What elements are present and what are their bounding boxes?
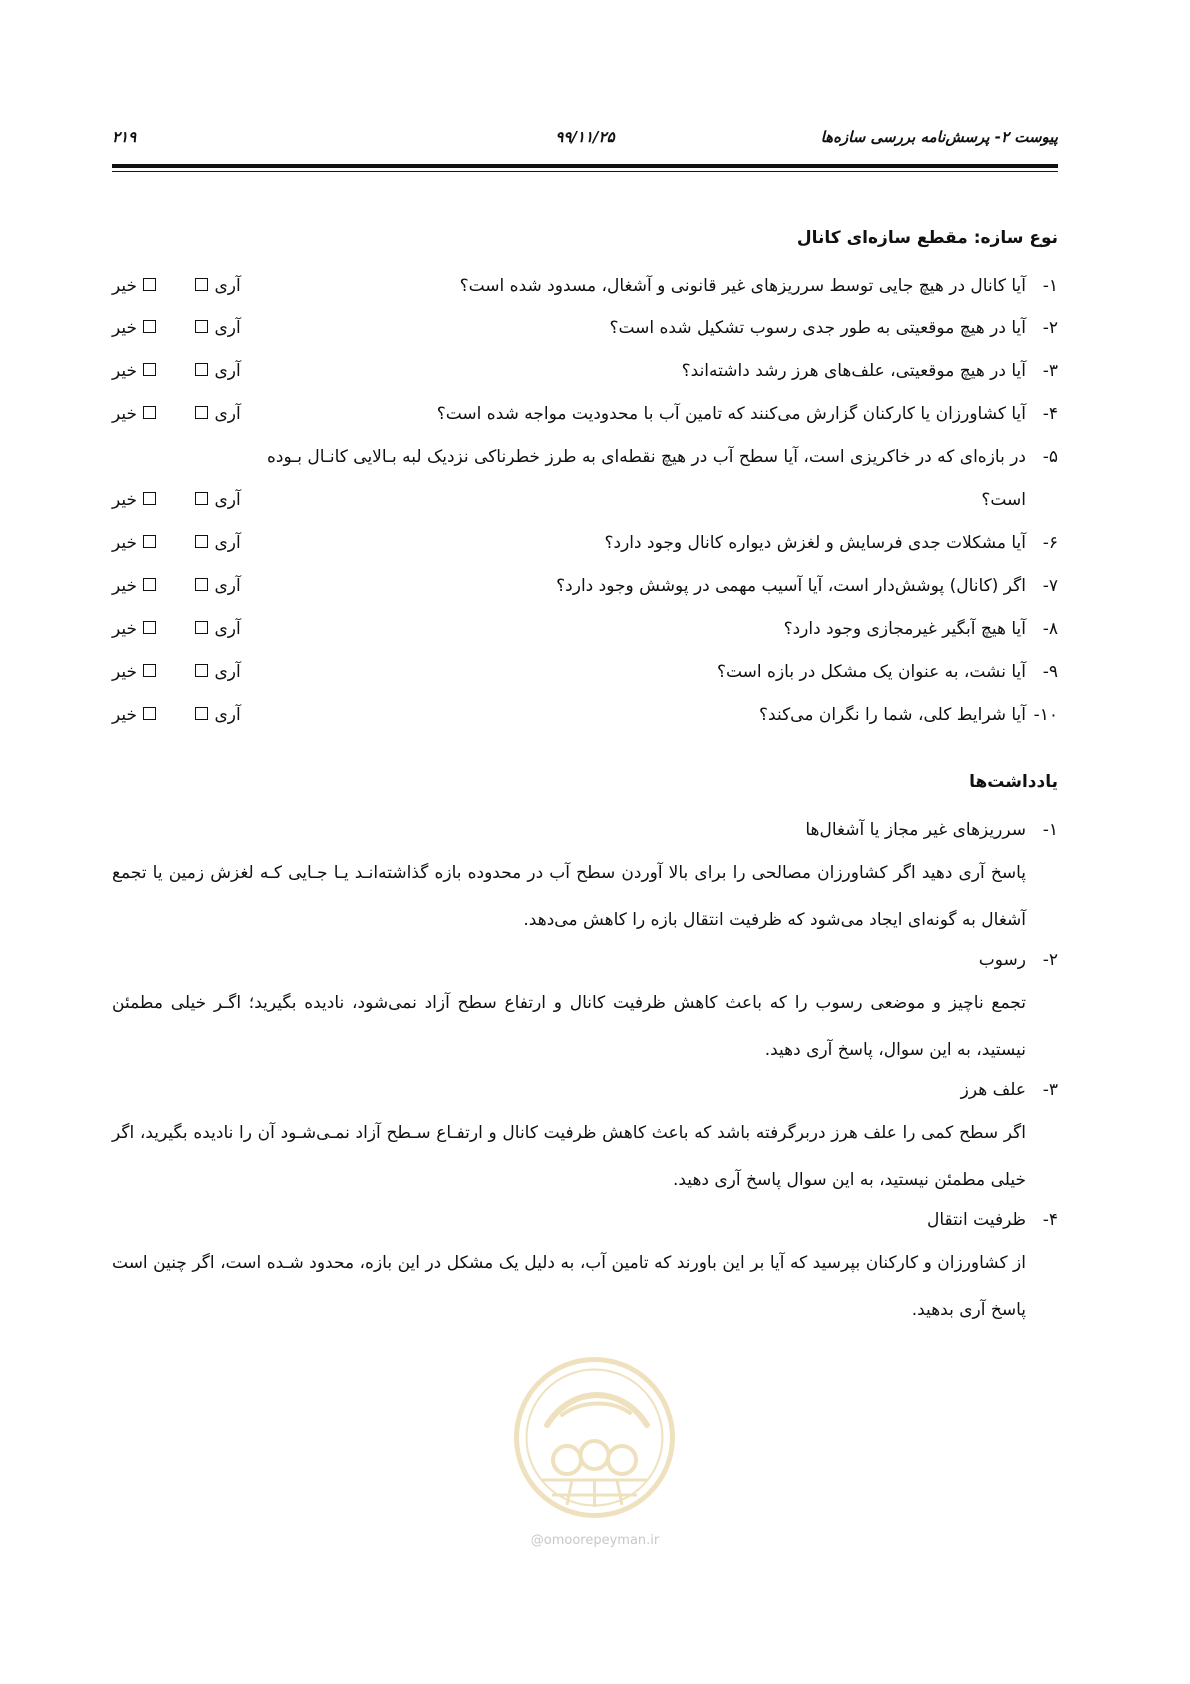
question-number: ۴-: [1042, 404, 1058, 424]
no-checkbox[interactable]: [143, 707, 156, 720]
yes-label: آری: [214, 705, 241, 725]
no-label: خیر: [112, 404, 138, 424]
no-checkbox[interactable]: [143, 363, 156, 376]
question-text: آیا در هیچ موقعیتی، علف‌های هرز رشد داشته‌اند؟: [681, 361, 1026, 381]
question-text: آیا نشت، به عنوان یک مشکل در بازه است؟: [716, 662, 1026, 682]
no-checkbox[interactable]: [143, 492, 156, 505]
answer-options: [112, 485, 241, 515]
note-3-body: اگر سطح کمی را علف هرز دربرگرفته باشد که باعث کاهش ظرفیت کانال و ارتفـاع سـطح آزاد نمـی‌شـود آن را نادیده بگیرید، اگر خیلی مطمئن نیستید، به این سوال پاسخ آری دهید.: [112, 1123, 1026, 1190]
no-label: خیر: [112, 276, 138, 296]
question-5: [112, 442, 1058, 472]
question-8: [112, 614, 1058, 644]
no-label: خیر: [112, 662, 138, 682]
note-label: رسوب: [978, 950, 1026, 970]
yes-checkbox[interactable]: [195, 535, 208, 548]
question-3: [112, 356, 1058, 386]
note-number: ۱-: [1042, 820, 1058, 840]
no-checkbox[interactable]: [143, 320, 156, 333]
yes-checkbox[interactable]: [195, 363, 208, 376]
no-label: خیر: [112, 318, 138, 338]
question-number: ۷-: [1042, 576, 1058, 596]
question-number: ۲-: [1042, 318, 1058, 338]
no-label: خیر: [112, 361, 138, 381]
no-checkbox[interactable]: [143, 535, 156, 548]
question-number: ۳-: [1042, 361, 1058, 381]
question-text: اگر (کانال) پوشش‌دار است، آیا آسیب مهمی در پوشش وجود دارد؟: [556, 576, 1026, 596]
no-checkbox[interactable]: [143, 406, 156, 419]
question-text: آیا شرایط کلی، شما را نگران می‌کند؟: [759, 705, 1026, 725]
question-7: [112, 571, 1058, 601]
answer-options: [112, 356, 241, 386]
yes-label: آری: [214, 533, 241, 553]
question-text: آیا هیچ آبگیر غیرمجازی وجود دارد؟: [783, 619, 1026, 639]
yes-label: آری: [214, 404, 241, 424]
note-label: ظرفیت انتقال: [927, 1210, 1026, 1230]
question-10: [112, 700, 1058, 730]
question-number: ۱-: [1042, 276, 1058, 296]
no-label: خیر: [112, 619, 138, 639]
question-9: [112, 657, 1058, 687]
note-label: سرریزهای غیر مجاز یا آشغال‌ها: [805, 820, 1026, 840]
question-number: ۶-: [1042, 533, 1058, 553]
no-checkbox[interactable]: [143, 621, 156, 634]
no-label: خیر: [112, 490, 138, 510]
no-checkbox[interactable]: [143, 278, 156, 291]
question-text: آیا کشاورزان یا کارکنان گزارش می‌کنند که تامین آب با محدودیت مواجه شده است؟: [436, 404, 1026, 424]
no-label: خیر: [112, 576, 138, 596]
note-number: ۴-: [1042, 1210, 1058, 1230]
answer-options: [112, 528, 241, 558]
yes-label: آری: [214, 276, 241, 296]
header-rule-thin: [112, 171, 1058, 172]
yes-label: آری: [214, 361, 241, 381]
answer-options: [112, 313, 241, 343]
header-rule-thick: [112, 164, 1058, 168]
yes-label: آری: [214, 318, 241, 338]
question-5-continued: [112, 485, 1058, 515]
header-title: پیوست ۲- پرسش‌نامه بررسی سازه‌ها: [820, 128, 1058, 146]
question-text: آیا مشکلات جدی فرسایش و لغزش دیواره کانال وجود دارد؟: [604, 533, 1026, 553]
answer-options: [112, 614, 241, 644]
question-number: ۸-: [1042, 619, 1058, 639]
yes-checkbox[interactable]: [195, 707, 208, 720]
question-text: آیا کانال در هیچ جایی توسط سرریزهای غیر قانونی و آشغال، مسدود شده است؟: [459, 276, 1026, 296]
note-2-body: تجمع ناچیز و موضعی رسوب را که باعث کاهش ظرفیت کانال و ارتفاع سطح آزاد نمی‌شود، نادیده بگیرید؛ اگـر خیلی مطمئن نیستید، به این سوال، پاسخ آری دهید.: [112, 993, 1026, 1060]
yes-label: آری: [214, 662, 241, 682]
yes-checkbox[interactable]: [195, 278, 208, 291]
yes-label: آری: [214, 490, 241, 510]
question-4: [112, 399, 1058, 429]
yes-checkbox[interactable]: [195, 492, 208, 505]
yes-checkbox[interactable]: [195, 406, 208, 419]
yes-label: آری: [214, 619, 241, 639]
yes-checkbox[interactable]: [195, 320, 208, 333]
note-1-body: پاسخ آری دهید اگر کشاورزان مصالحی را برای بالا آوردن سطح آب در محدوده بازه گذاشته‌انـد یـا جـایی کـه لغزش زمین یا تجمع آشغال به گونه‌ای ایجاد می‌شود که ظرفیت انتقال بازه را کاهش می‌دهد.: [112, 863, 1026, 930]
question-1: [112, 271, 1058, 301]
question-number: ۹-: [1042, 662, 1058, 682]
no-checkbox[interactable]: [143, 664, 156, 677]
question-text: در بازه‌ای که در خاکریزی است، آیا سطح آب در هیچ نقطه‌ای به طرز خطرناکی نزدیک لبه بـالایی کانـال بـوده: [266, 447, 1026, 467]
yes-checkbox[interactable]: [195, 621, 208, 634]
question-text: آیا در هیچ موقعیتی به طور جدی رسوب تشکیل شده است؟: [609, 318, 1026, 338]
note-label: علف هرز: [960, 1080, 1026, 1100]
answer-options: [112, 399, 241, 429]
page-number: ۲۱۹: [112, 128, 137, 146]
question-2: [112, 313, 1058, 343]
answer-options: [112, 571, 241, 601]
note-number: ۳-: [1042, 1080, 1058, 1100]
watermark-url: @omoorepeyman.ir: [530, 1533, 660, 1548]
question-6: [112, 528, 1058, 558]
notes-title: یادداشت‌ها: [969, 772, 1058, 792]
yes-checkbox[interactable]: [195, 578, 208, 591]
structure-type-title: نوع سازه: مقطع سازه‌ای کانال: [796, 228, 1058, 248]
header-date: ۹۹/۱۱/۲۵: [555, 128, 615, 146]
answer-options: [112, 271, 241, 301]
question-number: ۵-: [1042, 447, 1058, 467]
note-number: ۲-: [1042, 950, 1058, 970]
no-label: خیر: [112, 533, 138, 553]
answer-options: [112, 657, 241, 687]
note-4-body: از کشاورزان و کارکنان بپرسید که آیا بر این باورند که تامین آب، به دلیل یک مشکل در این بازه، محدود شـده است، اگر چنین است پاسخ آری بدهید.: [112, 1253, 1026, 1320]
yes-label: آری: [214, 576, 241, 596]
no-checkbox[interactable]: [143, 578, 156, 591]
watermark-seal-icon: [512, 1355, 677, 1520]
page-header: [112, 128, 1058, 152]
question-text-continued: است؟: [981, 490, 1026, 510]
answer-options: [112, 700, 241, 730]
no-label: خیر: [112, 705, 138, 725]
yes-checkbox[interactable]: [195, 664, 208, 677]
question-number: ۱۰-: [1033, 705, 1058, 725]
